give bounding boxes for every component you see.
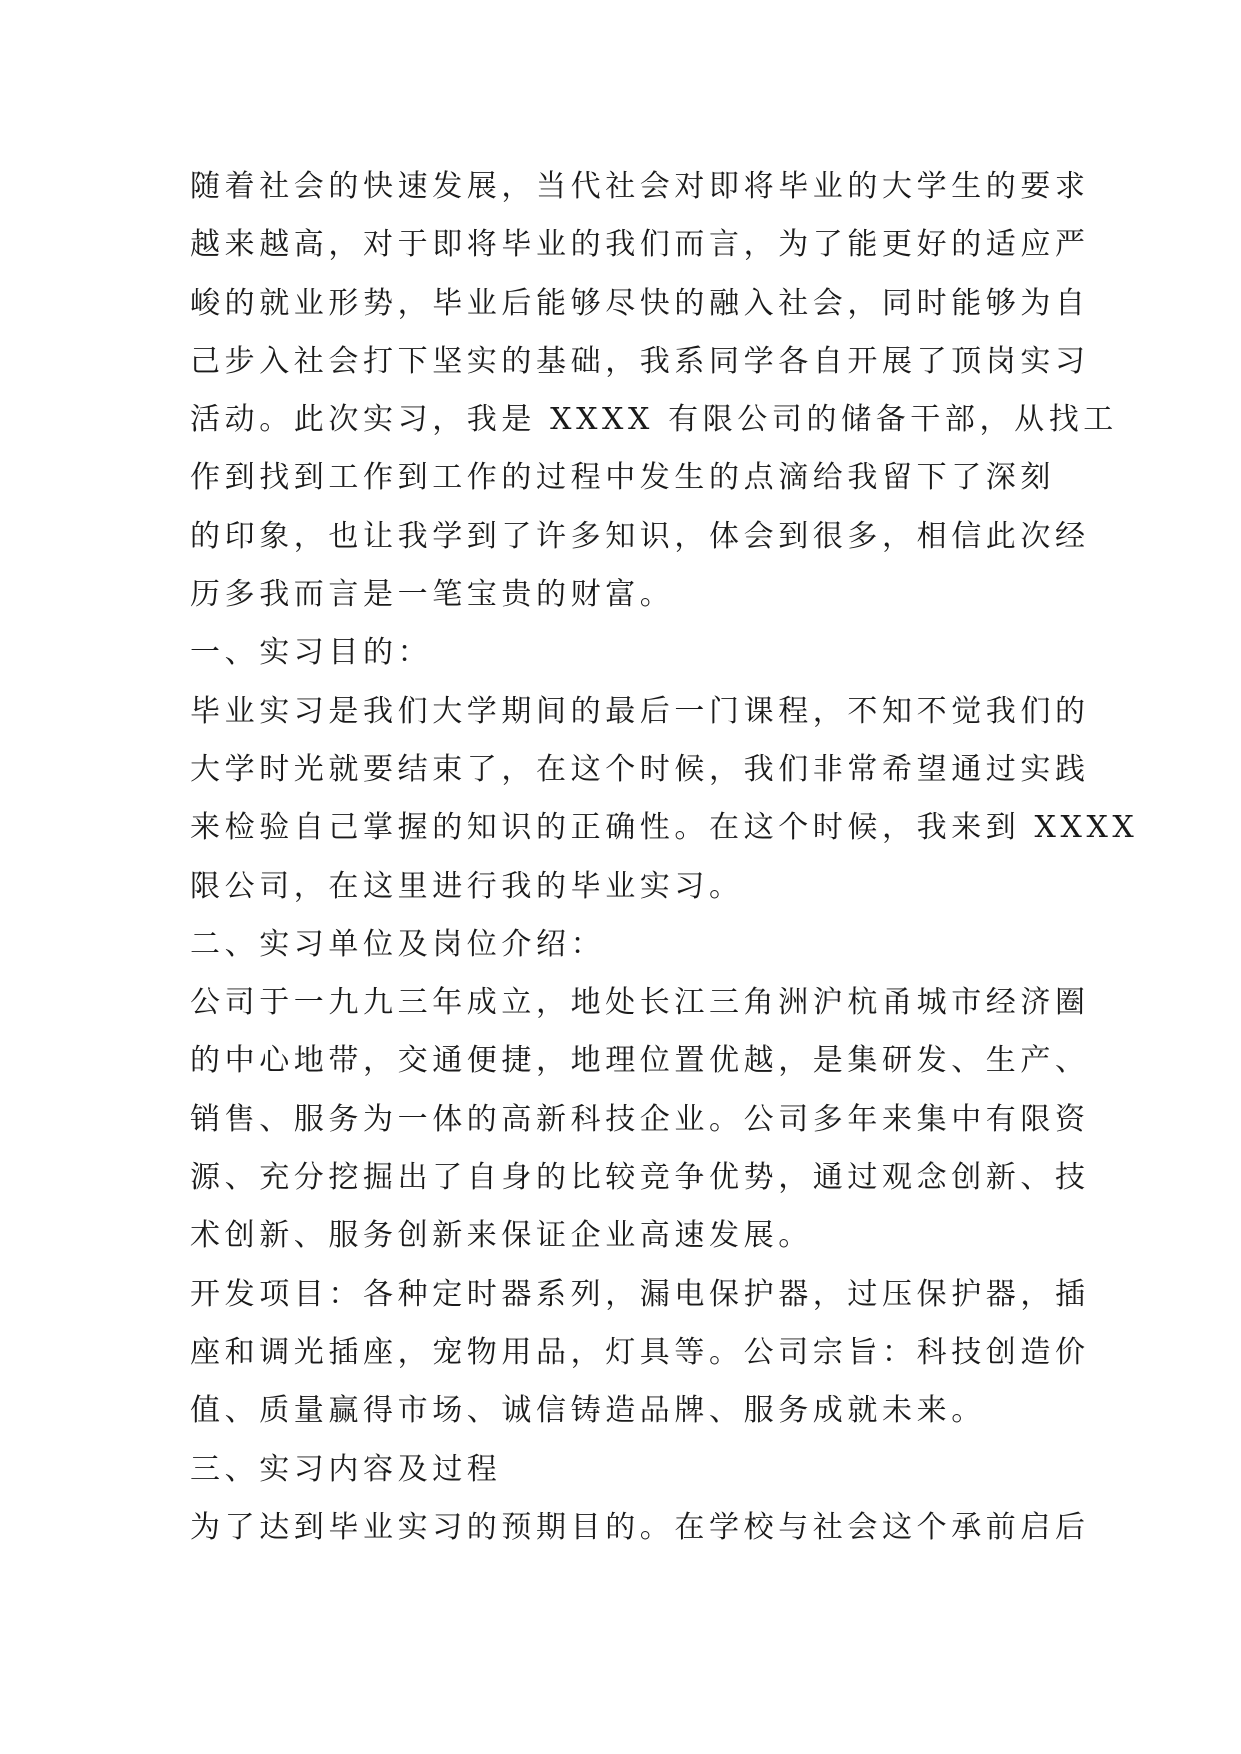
text-line: 值、质量赢得市场、诚信铸造品牌、服务成就未来。 bbox=[190, 1393, 986, 1429]
text-line: 越来越高，对于即将毕业的我们而言，为了能更好的适应严 bbox=[190, 227, 1090, 263]
document-body bbox=[190, 158, 1139, 1557]
text-line: 随着社会的快速发展，当代社会对即将毕业的大学生的要求 bbox=[190, 169, 1090, 204]
section-heading: 三、实习内容及过程 bbox=[190, 1451, 502, 1487]
text-line: 的中心地带，交通便捷，地理位置优越，是集研发、生产、 bbox=[190, 1043, 1090, 1079]
text-line: 来检验自己掌握的知识的正确性。在这个时候，我来到 XXXX bbox=[190, 810, 1139, 846]
text-line: 座和调光插座，宠物用品，灯具等。公司宗旨：科技创造价 bbox=[190, 1334, 1090, 1370]
text-line: 己步入社会打下坚实的基础，我系同学各自开展了顶岗实习 bbox=[190, 343, 1090, 379]
text-line: 销售、服务为一体的高新科技企业。公司多年来集中有限资 bbox=[190, 1101, 1090, 1137]
text-line: 毕业实习是我们大学期间的最后一门课程，不知不觉我们的 bbox=[190, 693, 1090, 729]
text-line: 为了达到毕业实习的预期目的。在学校与社会这个承前启后 bbox=[190, 1509, 1090, 1545]
text-line: 术创新、服务创新来保证企业高速发展。 bbox=[190, 1218, 813, 1254]
text-line: 活动。此次实习，我是 XXXX 有限公司的储备干部，从找工 bbox=[190, 402, 1118, 438]
text-line: 峻的就业形势，毕业后能够尽快的融入社会，同时能够为自 bbox=[190, 285, 1090, 321]
text-line: 作到找到工作到工作的过程中发生的点滴给我留下了深刻 bbox=[190, 460, 1055, 496]
text-line: 限公司，在这里进行我的毕业实习。 bbox=[190, 868, 744, 904]
text-line: 历多我而言是一笔宝贵的财富。 bbox=[190, 577, 675, 613]
text-line: 开发项目：各种定时器系列，漏电保护器，过压保护器，插 bbox=[190, 1276, 1090, 1312]
text-line: 的印象，也让我学到了许多知识，体会到很多，相信此次经 bbox=[190, 518, 1090, 554]
section-heading: 一、实习目的： bbox=[190, 635, 433, 671]
text-line: 公司于一九九三年成立，地处长江三角洲沪杭甬城市经济圈 bbox=[190, 985, 1090, 1021]
text-line: 大学时光就要结束了，在这个时候，我们非常希望通过实践 bbox=[190, 751, 1090, 787]
text-line: 源、充分挖掘出了自身的比较竞争优势，通过观念创新、技 bbox=[190, 1160, 1090, 1196]
section-heading: 二、实习单位及岗位介绍： bbox=[190, 926, 606, 962]
